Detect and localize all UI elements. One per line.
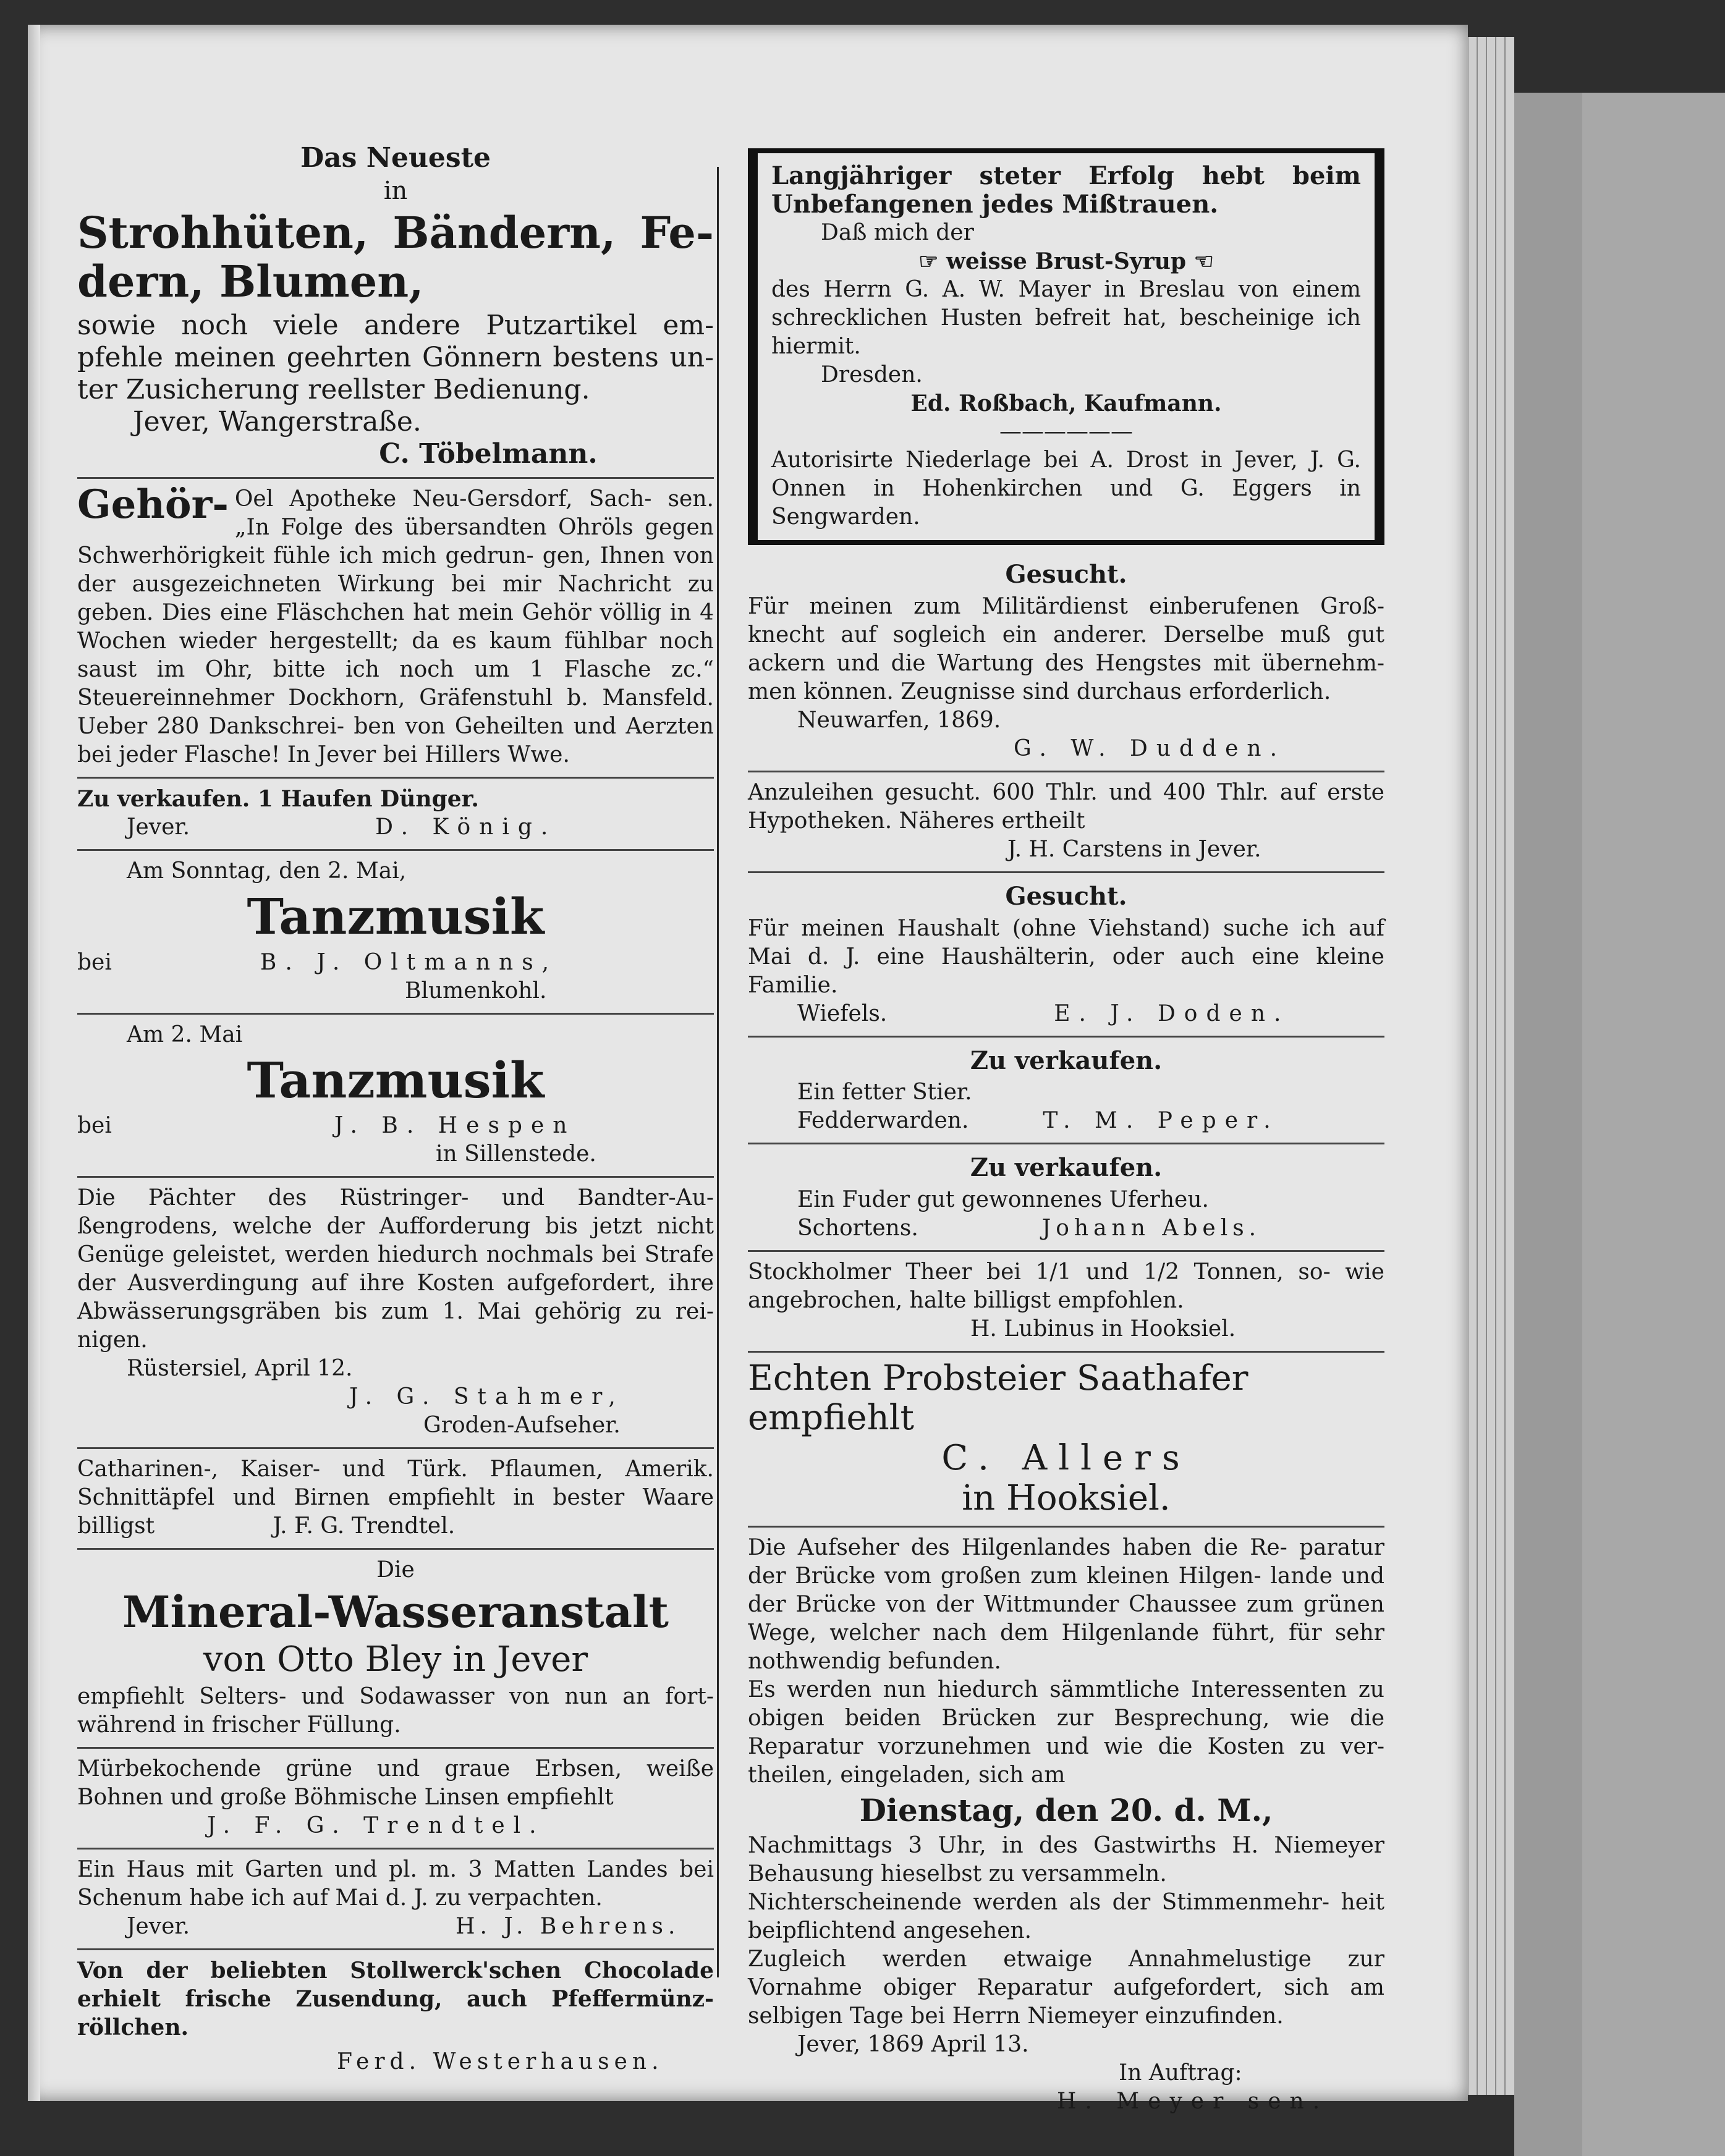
ad-text: Ein Haus mit Garten und pl. m. 3 Matten Landes bei Schenum habe ich auf Mai d. J. zu verpachten. — [77, 1857, 714, 1911]
ad-signature: H. Meyer sen. — [1057, 2089, 1329, 2115]
ad-signature: C. Allers — [941, 1438, 1191, 1479]
ad-place: Jever. — [127, 1914, 190, 1940]
ad-theer — [748, 1252, 1384, 1353]
ad-signature: C. Töbelmann. — [379, 438, 598, 470]
ad-gesucht-knecht — [748, 551, 1384, 772]
ad-text: Zu verkaufen. 1 Haufen Dünger. — [77, 786, 479, 813]
ad-stier — [748, 1038, 1384, 1145]
column-divider — [717, 167, 719, 1977]
ad-tanzmusik-2 — [77, 1015, 714, 1178]
ad-pflaumen — [77, 1449, 714, 1550]
ad-subline: Blumenkohl. — [405, 978, 547, 1004]
ad-text: Es werden nun hiedurch sämmtliche Interessenten zu obigen beiden Brücken zur Besprechung, wie die Reparatur vorzunehmen und wie die Kosten zu ver- theilen, eingeladen, sich am — [748, 1677, 1384, 1788]
ad-brust-syrup — [748, 148, 1384, 545]
ad-signature: H. Lubinus in Hooksiel. — [970, 1316, 1236, 1342]
ad-signature: J. H. Carstens in Jever. — [1007, 836, 1261, 862]
ad-headline: Langjähriger steter Erfolg hebt beim Unbefangenen jedes Mißtrauen. — [771, 161, 1361, 219]
ad-text: Oel Apotheke Neu-Gersdorf, Sach- sen. „In Folge des übersandten Ohröls gegen Schwerhörigkeit fühle ich mich gedrun- gen, Ihnen von der ausgezeichneten Wirkung bei mir Nachricht zu geben. Dies eine Fläschchen hat mein Gehör völlig in 4 Wochen wieder hergestellt; da es kaum fühlbar noch saust im Ohr, bitte ich noch um 1 Flasche zc.“ Steuereinnehmer Dockhorn, Gräfenstuhl b. Mansfeld. Ueber 280 Dankschrei- ben von Geheilten und Aerzten bei jeder Flasche! In Jever bei Hillers Wwe. — [77, 486, 714, 768]
ad-text: Zugleich werden etwaige Annahmelustige zur Vornahme obiger Reparatur aufgefordert, sich am selbigen Tage bei Herrn Niemeyer einzufinden. — [748, 1947, 1384, 2029]
ad-headline: Zu verkaufen. — [970, 1046, 1163, 1075]
ad-signature: Johann Abels. — [1041, 1215, 1261, 1241]
newspaper-page — [28, 25, 1468, 2115]
ad-text: Anzuleihen gesucht. 600 Thlr. und 400 Thlr. auf erste Hypotheken. Näheres ertheilt — [748, 779, 1384, 834]
ad-bei: bei — [77, 1113, 112, 1139]
ad-strohhuete — [77, 133, 714, 479]
ad-hilgenland — [748, 1528, 1384, 2123]
ad-uferheu — [748, 1144, 1384, 1252]
ad-headline: Mineral-Wasseranstalt — [122, 1586, 669, 1638]
ad-subline: in Sillenstede. — [436, 1141, 596, 1167]
ad-signature: H. J. Behrens. — [456, 1914, 680, 1940]
ad-headline: Zu verkaufen. — [970, 1153, 1163, 1183]
ad-place: Fedderwarden. — [797, 1108, 969, 1134]
ad-text: Für meinen Haushalt (ohne Viehstand) suche ich auf Mai d. J. eine Haushälterin, oder auch eine kleine Familie. — [748, 915, 1384, 998]
ad-place: Schortens. — [797, 1215, 918, 1241]
ad-intro: Am Sonntag, den 2. Mai, — [127, 858, 407, 884]
ad-place: Wiefels. — [797, 1000, 888, 1026]
ad-subline: in Hooksiel. — [962, 1478, 1171, 1519]
ad-intro: Am 2. Mai — [127, 1021, 243, 1047]
ad-tanzmusik-1 — [77, 851, 714, 1015]
ad-duenger — [77, 779, 714, 851]
ad-text: Die Pächter des Rüstringer- und Bandter-Au- ßengrodens, welche der Aufforderung bis jetzt nicht Genüge geleistet, werden hiedurch nochmals bei Strafe der Ausverdingung auf ihre Kosten aufgefordert, ihre Abwässerungsgräben bis zum 1. Mai gehörig zu rei- nigen. — [77, 1185, 714, 1353]
ad-signature: J. G. Stahmer, — [349, 1384, 624, 1410]
ad-text: Für meinen zum Militärdienst einberufenen Groß- knecht auf sogleich ein anderer. Derselbe muß gut ackern und die Wartung des Hengstes mit übernehm- men können. Zeugnisse sind durchaus erforderlich. — [748, 593, 1384, 704]
ad-auftrag: In Auftrag: — [1119, 2060, 1242, 2086]
ad-subheadline: von Otto Bley in Jever — [203, 1639, 588, 1680]
ad-signature: Ferd. Westerhausen. — [337, 2049, 664, 2075]
ad-haus — [77, 1850, 714, 1950]
ad-text: Stockholmer Theer bei 1/1 und 1/2 Tonnen, so- wie angebrochen, halte billigst empfohlen. — [748, 1259, 1384, 1314]
ad-anleihen — [748, 772, 1384, 873]
ad-signature: J. F. G. Trendtel. — [207, 1813, 545, 1839]
ad-haushaelterin — [748, 873, 1384, 1038]
ad-text: Die Aufseher des Hilgenlandes haben die Re- paratur der Brücke vom großen zum kleinen Hilgen- lande und der Brücke von der Wittmunder Chaussee zum grünen Wege, welcher nach dem Hilgenlande führt, für sehr nothwendig befunden. — [748, 1535, 1384, 1675]
ad-signature: T. M. Peper. — [1043, 1108, 1279, 1134]
ad-subline: Groden-Aufseher. — [423, 1413, 621, 1439]
ad-text: Von der beliebten Stollwerck'schen Chocolade erhielt frische Zusendung, auch Pfeffermünz- röllchen. — [77, 1958, 714, 2041]
ad-text: sowie noch viele andere Putzartikel em- pfehle meinen geehrten Gönnern bestens un- ter Zusicherung reellster Bedienung. — [77, 310, 714, 406]
ad-saathafer — [748, 1353, 1384, 1528]
ad-intro: Daß mich der — [821, 220, 974, 245]
ad-signature: G. W. Dudden. — [1014, 735, 1286, 761]
right-column — [748, 148, 1384, 2123]
ad-headline: Tanzmusik — [247, 887, 545, 946]
ad-erbsen — [77, 1749, 714, 1850]
ad-kicker: Die — [376, 1557, 415, 1583]
ad-headline: Gesucht. — [1005, 560, 1127, 589]
ad-place: Jever. — [127, 814, 190, 840]
ad-text: empfiehlt Selters- und Sodawasser von nun an fort- während in frischer Füllung. — [77, 1684, 714, 1738]
ad-text: Ein Fuder gut gewonnenes Uferheu. — [797, 1187, 1209, 1213]
ad-headline: Gehör- — [77, 481, 229, 528]
left-column — [77, 133, 714, 2084]
ad-headline: Tanzmusik — [247, 1051, 545, 1109]
ad-dash: —————— — [999, 419, 1133, 444]
ad-place: Dresden. — [821, 362, 923, 387]
ad-signature: J. F. G. Trendtel. — [273, 1513, 456, 1539]
ad-signature: Ed. Roßbach, Kaufmann. — [910, 391, 1222, 416]
ad-signature: B. J. Oltmanns, — [260, 949, 558, 975]
ad-product: ☞ weisse Brust-Syrup ☜ — [918, 248, 1214, 274]
ad-signature: J. B. Hespen — [334, 1113, 576, 1139]
ad-mineralwasser — [77, 1550, 714, 1749]
ad-text: Nichterscheinende werden als der Stimmenmehr- heit beipflichtend angesehen. — [748, 1890, 1384, 1944]
ad-kicker-in: in — [383, 177, 408, 206]
ad-kicker: Das Neueste — [300, 142, 491, 174]
ad-place: Rüstersiel, April 12. — [127, 1356, 353, 1382]
ad-headline: Gesucht. — [1005, 881, 1127, 911]
ad-rustringer — [77, 1178, 714, 1449]
ad-text: Nachmittags 3 Uhr, in des Gastwirths H. Niemeyer Behausung hieselbst zu versammeln. — [748, 1833, 1384, 1887]
ad-bei: bei — [77, 949, 112, 975]
ad-text: des Herrn G. A. W. Mayer in Breslau von einem schrecklichen Husten befreit hat, bescheinige ich hiermit. — [771, 277, 1361, 359]
ad-signature: D. König. — [375, 814, 557, 840]
ad-headline: Echten Probsteier Saathafer empfiehlt — [748, 1358, 1248, 1439]
ad-gehoer — [77, 479, 714, 779]
ad-headline: Strohhüten, Bändern, Fe- dern, Blumen, — [77, 207, 714, 307]
ad-signature: E. J. Doden. — [1054, 1000, 1290, 1026]
ad-place: Jever, Wangerstraße. — [133, 406, 422, 438]
ad-dealers: Autorisirte Niederlage bei A. Drost in Jever, J. G. Onnen in Hohenkirchen und G. Eggers in Sengwarden. — [771, 447, 1361, 530]
ad-text: Catharinen-, Kaiser- und Türk. Pflaumen, Amerik. Schnittäpfel und Birnen empfiehlt in bester Waare billigst — [77, 1456, 714, 1539]
ad-text: Mürbekochende grüne und graue Erbsen, weiße Bohnen und große Böhmische Linsen empfiehlt — [77, 1756, 714, 1811]
ad-chocolade — [77, 1950, 714, 2084]
ad-date: Dienstag, den 20. d. M., — [859, 1792, 1273, 1829]
ad-text: Ein fetter Stier. — [797, 1080, 972, 1105]
ad-place: Jever, 1869 April 13. — [797, 2032, 1029, 2058]
ad-place: Neuwarfen, 1869. — [797, 707, 1001, 733]
